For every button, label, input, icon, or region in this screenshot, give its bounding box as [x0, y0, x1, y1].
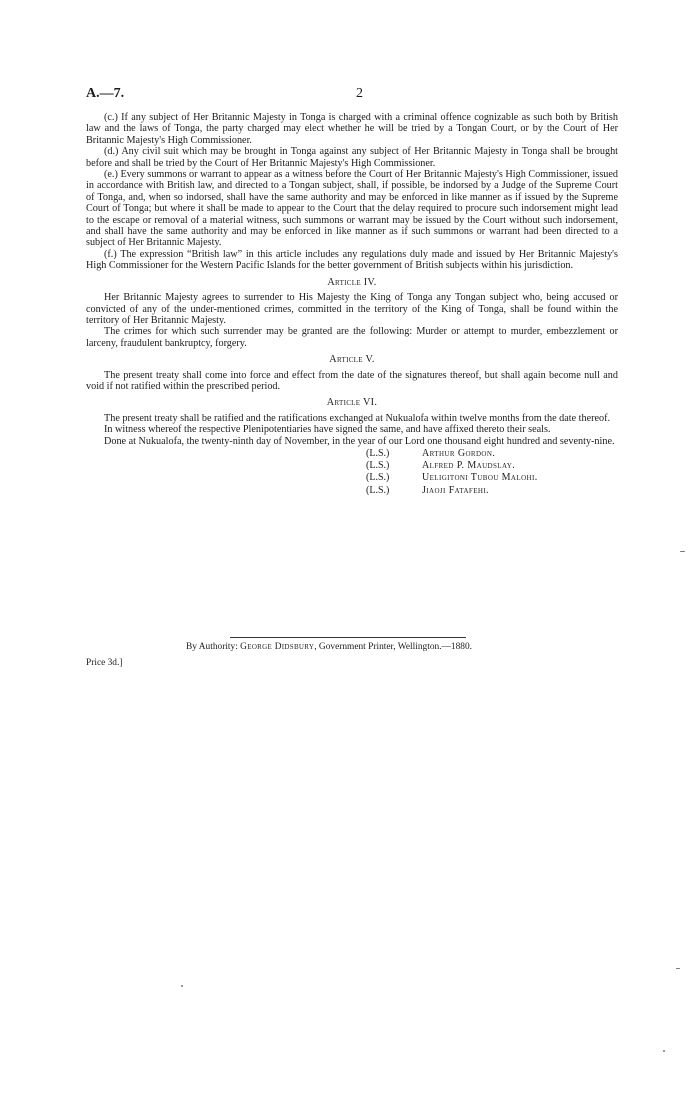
seal-mark: (L.S.) [366, 447, 390, 459]
scan-speck [680, 551, 685, 552]
signatory-name: Alfred P. Maudslay. [422, 460, 516, 472]
signature-row [366, 448, 618, 460]
signatory-name: Arthur Gordon. [422, 447, 496, 459]
signature-row [366, 460, 618, 472]
scan-speck [676, 968, 680, 969]
signature-block [366, 448, 618, 497]
paragraph-e: (e.) Every summons or warrant to appear as a witness before the Court of Her Britannic Majesty's High Commissioner, issued in accordance with British law, and directed to a Tongan subject, shall, if possible, be indorsed by a Judge of the Supreme Court of Tonga, and, when so indorsed, shall have the same authority and may be enforced in like manner as if issued by the Supreme Court of Tonga; but where it shall be made to appear to the Court that the delay required to procure such indorsement might lead to the escape or removal of a material witness, such summons or warrant may be issued by the Court without such indorsement, and shall have the same authority and may be enforced in like manner as if such summons or warrant had been directed to a subject of Her Britannic Majesty. [86, 169, 618, 249]
seal-mark: (L.S.) [366, 460, 390, 472]
paragraph-d: (d.) Any civil suit which may be brought in Tonga against any subject of Her Britannic Majesty in Tonga shall be brought before and shall be tried by the Court of Her Britannic Majesty's High Commissioner. [86, 146, 618, 169]
imprint-prefix: By Authority: [186, 642, 238, 652]
document-body [86, 112, 618, 497]
imprint-printer-name: George Didsbury [240, 642, 315, 652]
printer-imprint [186, 642, 472, 652]
paragraph-f: (f.) The expression “British law” in this article includes any regulations duly made and issued by Her Britannic Majesty's High Commissioner for the Western Pacific Islands for the better government of British subjects within his jurisdiction. [86, 248, 618, 272]
paragraph-c: (c.) If any subject of Her Britannic Majesty in Tonga is charged with a criminal offence cognizable as such both by British law and the laws of Tonga, the party charged may elect whether he will be tried by a Tongan Court, or by the Court of Her Britannic Majesty's High Commissioner. [86, 112, 618, 146]
article-4-paragraph-1: Her Britannic Majesty agrees to surrender to His Majesty the King of Tonga any Tongan subject who, being accused or convicted of any of the under-mentioned crimes, committed in the territory of the King of Tonga, shall be found within the territory of Her Britannic Majesty. [86, 292, 618, 326]
signatory-name: Ueligitoni Tubou Malohi. [422, 472, 538, 484]
page-header [86, 86, 618, 106]
article-6-heading: Article VI. [326, 397, 378, 409]
document-reference: A.—7. [86, 86, 125, 101]
article-6-paragraph-3: Done at Nukualofa, the twenty-ninth day of November, in the year of our Lord one thousand eight hundred and seventy-nine. [104, 435, 615, 447]
seal-mark: (L.S.) [366, 472, 390, 484]
article-5-heading: Article V. [329, 354, 375, 366]
imprint-suffix: , Government Printer, Wellington.—1880. [314, 642, 473, 652]
article-4-paragraph-2: The crimes for which such surrender may be granted are the following: Murder or attempt to murder, embezzlement or larceny, fraudulent bankruptcy, forgery. [86, 326, 618, 349]
page-number: 2 [356, 86, 363, 101]
signatory-name: Jiaoji Fatafehi. [422, 484, 489, 496]
article-6-paragraph-2: In witness whereof the respective Plenipotentiaries have signed the same, and have affixed thereto their seals. [104, 424, 551, 436]
scan-speck [181, 985, 183, 987]
article-5-paragraph-1: The present treaty shall come into force and effect from the date of the signatures thereof, but shall again become null and void if not ratified within the prescribed period. [86, 369, 618, 392]
imprint-divider [230, 637, 466, 638]
scan-speck [663, 1050, 665, 1052]
signature-row [366, 472, 618, 484]
article-6-paragraph-1: The present treaty shall be ratified and the ratifications exchanged at Nukualofa within twelve months from the date thereof. [104, 412, 611, 424]
article-4-heading: Article IV. [327, 276, 377, 288]
seal-mark: (L.S.) [366, 484, 390, 496]
price-note: Price 3d.] [86, 658, 123, 668]
signature-row [366, 485, 618, 497]
